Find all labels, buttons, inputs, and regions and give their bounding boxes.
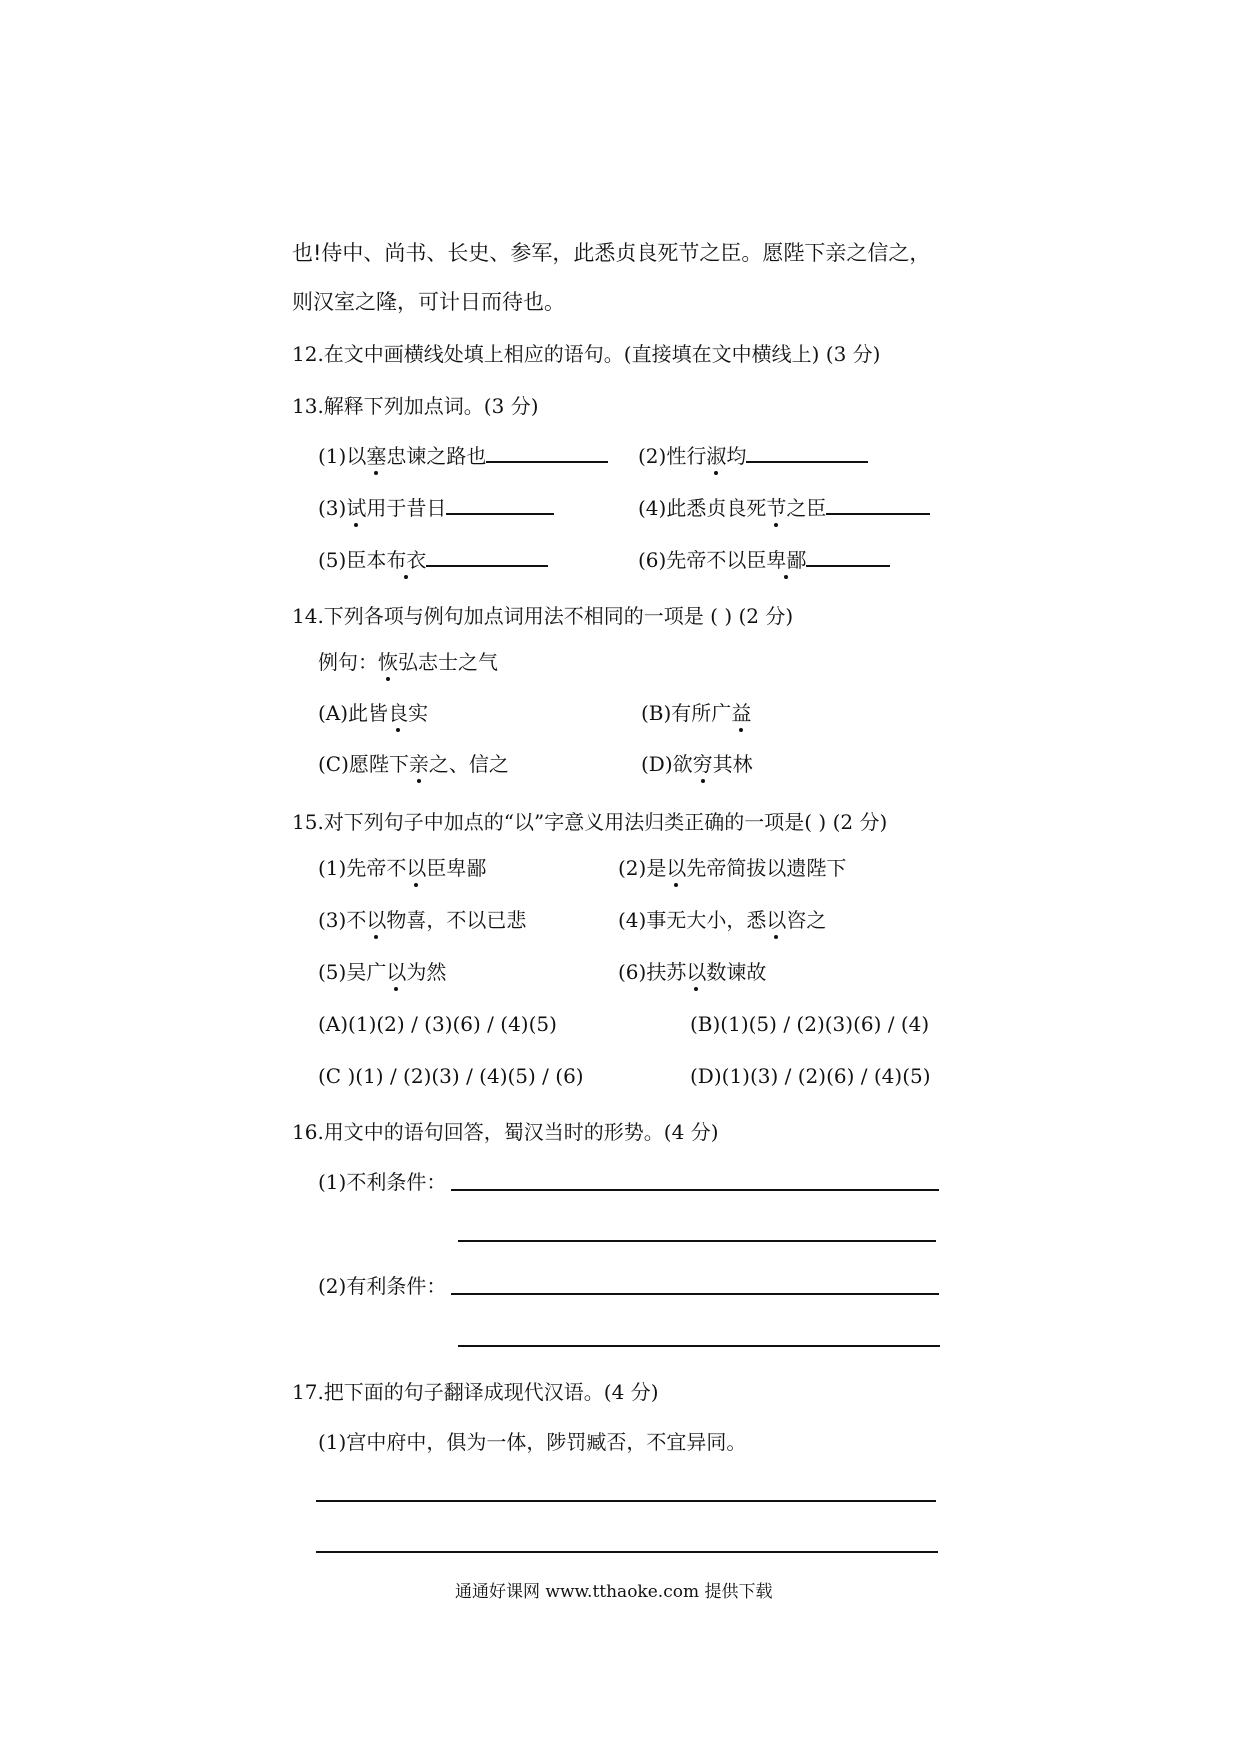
q13-item-3: (3)试用于昔日 [318, 492, 554, 521]
question-16-title: 16.用文中的语句回答，蜀汉当时的形势。(4 分) [292, 1120, 719, 1144]
passage-line-1: 也!侍中、尚书、长史、参军，此悉贞良死节之臣。愿陛下亲之信之， [292, 241, 931, 265]
question-13-title: 13.解释下列加点词。(3 分) [292, 394, 539, 418]
question-17-title: 17.把下面的句子翻译成现代汉语。(4 分) [292, 1380, 659, 1404]
answer-line[interactable] [316, 1551, 938, 1553]
answer-blank[interactable] [446, 513, 554, 515]
q14-example: 例句：恢弘志士之气 [318, 650, 498, 674]
q17-item-1: (1)宫中府中，俱为一体，陟罚臧否，不宜异同。 [318, 1430, 747, 1454]
footer-source: 通通好课网 www.tthaoke.com 提供下载 [455, 1582, 773, 1602]
q16-label-2: (2)有利条件： [318, 1274, 447, 1298]
q15-item-6: (6)扶苏以数谏故 [618, 960, 767, 984]
question-15-title: 15.对下列句子中加点的“以”字意义用法归类正确的一项是( ) (2 分) [292, 810, 888, 834]
q13-item-6: (6)先帝不以臣卑鄙 [638, 544, 890, 573]
q13-item-1: (1)以塞忠谏之路也 [318, 440, 608, 469]
passage-line-2: 则汉室之隆，可计日而待也。 [292, 290, 565, 314]
q15-item-4: (4)事无大小，悉以咨之 [618, 908, 827, 932]
q14-option-d[interactable]: (D)欲穷其林 [641, 752, 753, 776]
answer-line[interactable] [458, 1240, 936, 1242]
answer-line[interactable] [458, 1345, 940, 1347]
q14-option-a[interactable]: (A)此皆良实 [318, 701, 429, 725]
q14-option-b[interactable]: (B)有所广益 [641, 701, 752, 725]
q15-option-b[interactable]: (B)(1)(5) / (2)(3)(6) / (4) [690, 1012, 930, 1036]
q16-label-1: (1)不利条件： [318, 1170, 447, 1194]
question-12: 12.在文中画横线处填上相应的语句。(直接填在文中横线上) (3 分) [292, 342, 881, 366]
q13-item-2: (2)性行淑均 [638, 440, 868, 469]
q15-option-c[interactable]: (C )(1) / (2)(3) / (4)(5) / (6) [318, 1064, 584, 1088]
q14-option-c[interactable]: (C)愿陛下亲之、信之 [318, 752, 509, 776]
answer-line[interactable] [316, 1500, 936, 1502]
answer-blank[interactable] [746, 461, 868, 463]
answer-blank[interactable] [826, 513, 930, 515]
q13-item-4: (4)此悉贞良死节之臣 [638, 492, 930, 521]
q13-item-5: (5)臣本布衣 [318, 544, 548, 573]
q15-option-a[interactable]: (A)(1)(2) / (3)(6) / (4)(5) [318, 1012, 557, 1036]
answer-blank[interactable] [486, 461, 608, 463]
answer-blank[interactable] [806, 565, 890, 567]
q15-item-3: (3)不以物喜，不以已悲 [318, 908, 527, 932]
q15-item-5: (5)吴广以为然 [318, 960, 447, 984]
answer-line[interactable] [451, 1189, 939, 1191]
answer-blank[interactable] [426, 565, 548, 567]
answer-line[interactable] [451, 1293, 939, 1295]
q15-item-1: (1)先帝不以臣卑鄙 [318, 856, 487, 880]
question-14-title: 14.下列各项与例句加点词用法不相同的一项是 ( ) (2 分) [292, 604, 794, 628]
q15-item-2: (2)是以先帝简拔以遗陛下 [618, 856, 847, 880]
q15-option-d[interactable]: (D)(1)(3) / (2)(6) / (4)(5) [690, 1064, 931, 1088]
